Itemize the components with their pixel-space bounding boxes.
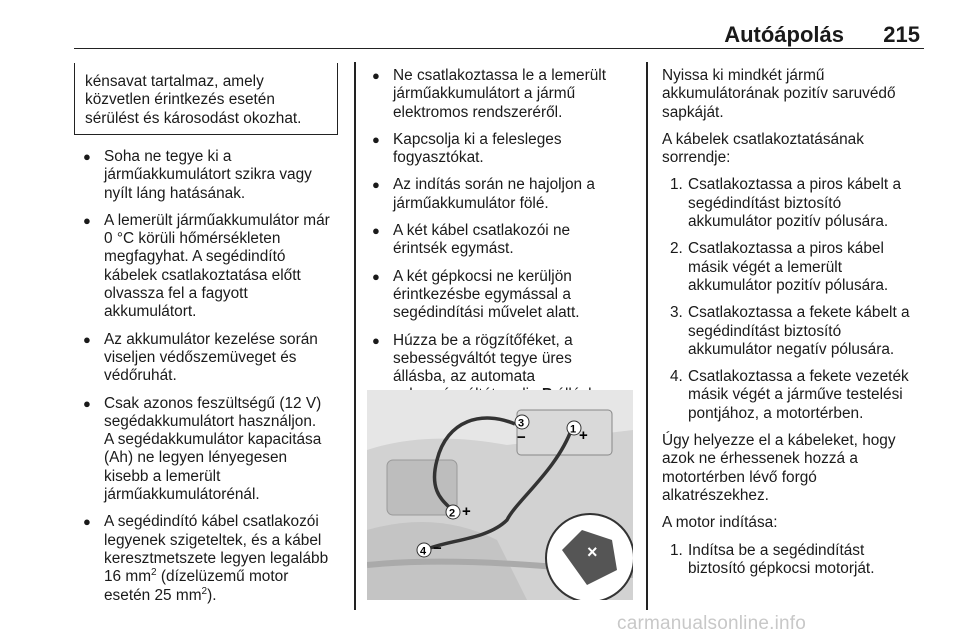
step-number: 1.	[670, 541, 683, 559]
text-line: segédindítási művelet alatt.	[393, 304, 580, 322]
text-line: másik végét a jármű​ve testelési	[688, 386, 903, 404]
column-2	[365, 67, 645, 414]
step-number: 2.	[670, 240, 683, 258]
bullet-item	[76, 331, 346, 386]
bullet-dot-icon: ●	[83, 395, 91, 411]
text-line: járműakkumulátort a jármű	[393, 85, 576, 103]
bullet-item	[76, 395, 346, 505]
callout-4: 4	[420, 545, 427, 558]
minus-sign-3: −	[517, 429, 526, 446]
text-line: elektromos rendszeréről.	[393, 103, 563, 121]
text-line: Csatlakoztassa a piros kábelt a	[688, 176, 902, 194]
text-line: érintkezésbe egymással a	[393, 285, 571, 303]
text-line: akkumulátor pozitív pólusára.	[688, 276, 889, 294]
step-item	[662, 304, 932, 359]
cross-mark-icon: ×	[587, 542, 598, 562]
step-number: 3.	[670, 304, 683, 322]
text-line: Csatlakoztassa a piros kábel	[688, 240, 884, 258]
warning-box	[74, 63, 338, 135]
section-title: Autóápolás	[724, 22, 844, 47]
text-line: pontjához, a motortérben.	[688, 404, 864, 422]
text-fragment: 16 mm	[104, 568, 152, 586]
text-line	[104, 587, 346, 605]
bullet-dot-icon: ●	[372, 131, 380, 147]
text-line: védőruhát.	[104, 367, 177, 385]
text-line: Úgy helyezze el a kábeleket, hogy	[662, 432, 896, 450]
paragraph-open-caps	[662, 67, 932, 122]
text-line: A két kábel csatlakozói ne	[393, 222, 571, 240]
text-line: járműakkumulátort szikra vagy	[104, 166, 312, 184]
text-line: motortérben lévő forgó	[662, 468, 817, 486]
text-line: Csak azonos feszültségű (12 V)	[104, 394, 322, 412]
page-header	[74, 22, 924, 49]
connection-steps	[662, 176, 932, 423]
text-line: kábelek csatlakoztatása előtt	[104, 266, 301, 284]
text-line: azok ne érhessenek hozzá a	[662, 450, 858, 468]
engine-bay-illustration	[367, 390, 633, 600]
text-line: A segédakkumulátor kapacitása	[104, 431, 322, 449]
text-line: akkumulátor pozitív pólusára.	[688, 213, 889, 231]
bullet-item	[365, 67, 645, 122]
bullet-item	[365, 222, 645, 259]
watermark: carmanualsonline.info	[617, 613, 807, 634]
text-line: megfagyhat. A segédindító	[104, 248, 286, 266]
text-line: állásba, az automata	[393, 368, 536, 386]
superscript: 2	[201, 585, 208, 597]
text-line: viseljen védőszemüveget és	[104, 348, 297, 366]
text-line: sapkáját.	[662, 103, 724, 121]
step-item	[662, 368, 932, 423]
text-line: érintsék egymást.	[393, 240, 514, 258]
paragraph-order-heading	[662, 131, 932, 168]
text-line: A két gépkocsi ne kerüljön	[393, 267, 572, 285]
text-fragment: esetén 25 mm	[104, 586, 202, 604]
bullet-item	[365, 131, 645, 168]
page-number: 215	[883, 22, 920, 47]
warning-line: sérülést és károsodást okozhat.	[85, 109, 302, 127]
text-line: járműakkumulátor fölé.	[393, 194, 549, 212]
text-line: fogyasztókat.	[393, 149, 484, 167]
text-line: segédindítást biztosító	[688, 194, 842, 212]
column-3	[662, 67, 932, 587]
superscript: 2	[151, 567, 157, 579]
text-line: Ne csatlakoztassa le a lemerült	[393, 67, 606, 84]
column-divider-left	[354, 62, 356, 610]
bullet-list-1	[76, 148, 346, 504]
bullet-list-2	[365, 67, 645, 323]
text-line: (Ah) ne legyen lényegesen	[104, 449, 288, 467]
text-line: másik végét a lemerült	[688, 258, 842, 276]
paragraph-engine-start	[662, 514, 932, 532]
text-line: alkatrészekhez.	[662, 486, 769, 504]
plus-sign-2: +	[462, 503, 471, 520]
bullet-item	[76, 212, 346, 322]
bullet-dot-icon: ●	[83, 149, 91, 164]
text-line: nyílt láng hatásának.	[104, 184, 246, 202]
text-line: A kábelek csatlakoztatásának	[662, 130, 864, 148]
text-line: sorrendje:	[662, 149, 731, 167]
text-line: Húzza be a rögzítőféket, a	[393, 331, 573, 349]
text-line: keresztmetszete legyen legalább	[104, 549, 329, 567]
text-line: Indítsa be a segédindítást	[688, 541, 865, 559]
text-line: sebességváltót tegye üres	[393, 349, 572, 367]
text-line: akkumulátor negatív pólusára.	[688, 340, 895, 358]
text-line: segédindítást biztosító	[688, 322, 842, 340]
bullet-dot-icon: ●	[83, 514, 91, 530]
bullet-list-1-last	[76, 513, 346, 604]
warning-line: közvetlen érintkezés esetén	[85, 91, 275, 109]
text-line: olvassza fel a fagyott	[104, 285, 248, 303]
bullet-dot-icon: ●	[83, 331, 91, 347]
plus-sign-1: +	[579, 427, 588, 444]
bullet-item	[365, 176, 645, 213]
text-line: Soha ne tegye ki a	[104, 148, 232, 165]
bullet-dot-icon: ●	[372, 268, 380, 284]
step-item	[662, 542, 932, 579]
callout-3: 3	[518, 417, 525, 430]
text-line: A lemerült járműakkumulátor már	[104, 211, 330, 229]
step-number: 1.	[670, 176, 683, 194]
text-line	[104, 568, 346, 586]
start-steps	[662, 542, 932, 579]
minus-sign-4: −	[433, 540, 442, 557]
text-line: Kapcsolja ki a felesleges	[393, 130, 562, 148]
step-item	[662, 240, 932, 295]
bullet-item	[76, 148, 346, 203]
callout-1: 1	[570, 423, 577, 436]
bullet-item	[365, 268, 645, 323]
text-line: járműakkumulátorénál.	[104, 486, 260, 504]
text-line: Nyissa ki mindkét jármű	[662, 67, 825, 84]
bullet-dot-icon: ●	[372, 177, 380, 193]
text-line: A motor indítása:	[662, 514, 778, 532]
bullet-dot-icon: ●	[83, 212, 91, 228]
column-divider-right	[646, 62, 648, 610]
step-number: 4.	[670, 368, 683, 386]
text-line: 0 °C körüli hőmérsékleten	[104, 230, 281, 248]
text-line: Az indítás során ne hajoljon a	[393, 176, 595, 194]
bullet-dot-icon: ●	[372, 223, 380, 239]
text-line: akkumulátorának pozitív saruvédő	[662, 85, 896, 103]
text-fragment: ).	[207, 586, 217, 604]
callout-2: 2	[449, 507, 456, 520]
text-line: Az akkumulátor kezelése során	[104, 330, 318, 348]
text-line: kisebb a lemerült	[104, 467, 221, 485]
warning-line: kénsavat tartalmaz, amely	[85, 73, 264, 90]
bullet-dot-icon: ●	[372, 332, 380, 348]
jump-start-figure	[367, 390, 633, 600]
bullet-item	[76, 513, 346, 604]
text-line: akkumulátort.	[104, 303, 197, 321]
paragraph-cable-routing	[662, 432, 932, 505]
column-1	[76, 148, 346, 614]
text-line: A segédindító kábel csatlakozói	[104, 513, 319, 531]
step-item	[662, 176, 932, 231]
text-line: Csatlakoztassa a fekete kábelt a	[688, 304, 910, 322]
text-fragment: (dízelüzemű motor	[156, 568, 289, 586]
bullet-dot-icon: ●	[372, 68, 380, 83]
text-line: biztosító gépkocsi motorját.	[688, 559, 875, 577]
text-line: segédakkumulátort használjon.	[104, 412, 317, 430]
text-line: Csatlakoztassa a fekete vezeték	[688, 368, 909, 386]
text-line: legyenek szigeteltek, és a kábel	[104, 531, 322, 549]
